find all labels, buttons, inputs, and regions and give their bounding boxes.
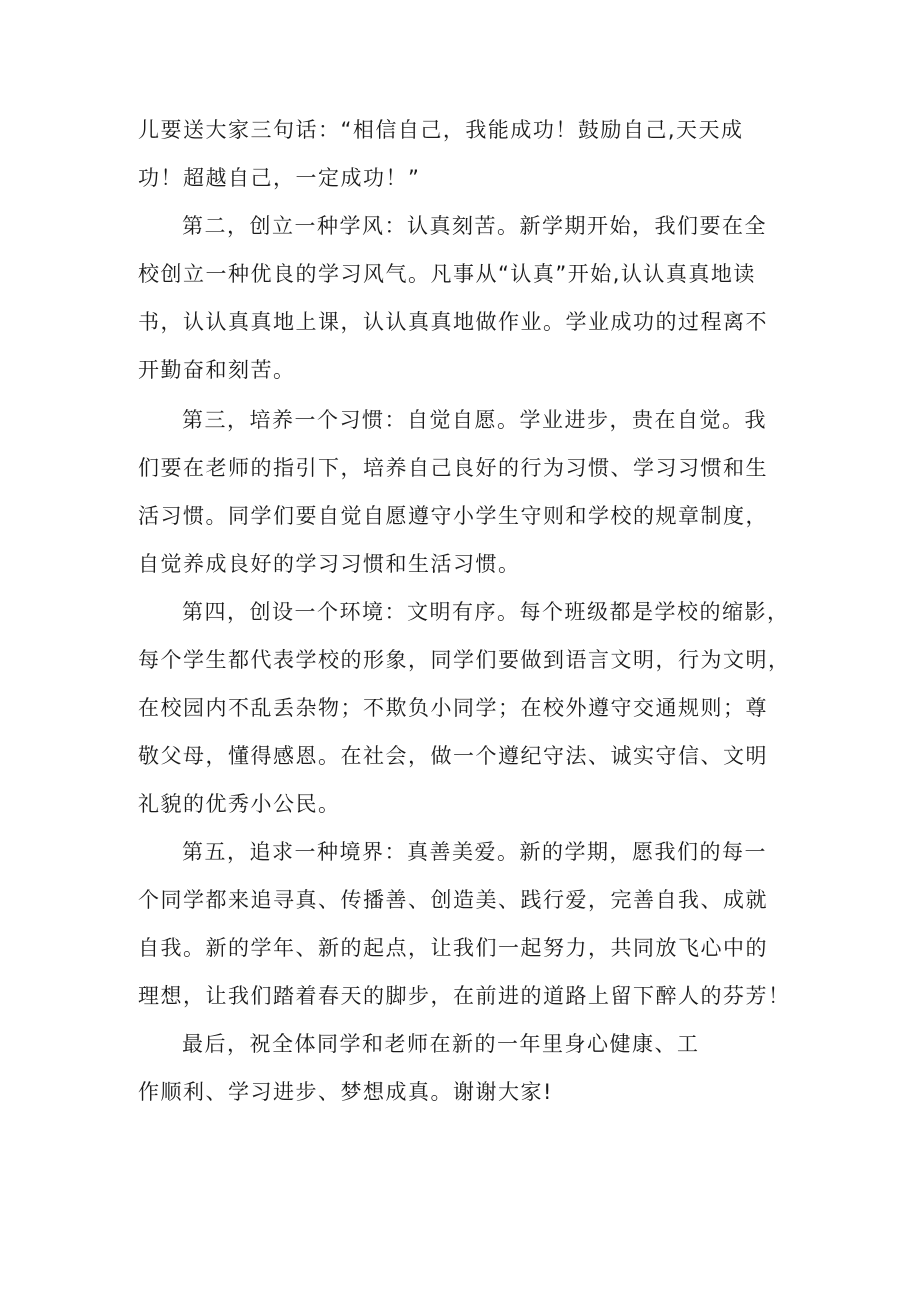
text-line: 在校园内不乱丢杂物；不欺负小同学；在校外遵守交通规则；尊	[138, 696, 768, 720]
text-line: 活习惯。同学们要自觉自愿遵守小学生守则和学校的规章制度，	[138, 504, 768, 528]
text-line: 书，认认真真地上课，认认真真地做作业。学业成功的过程离不	[138, 310, 768, 334]
text-line: 每个学生都代表学校的形象，同学们要做到语言文明，行为文明，	[138, 648, 791, 672]
text-line: 敬父母，懂得感恩。在社会，做一个遵纪守法、诚实守信、文明	[138, 744, 768, 768]
text-line: 第五，追求一种境界：真善美爱。新的学期，愿我们的每一	[182, 840, 767, 864]
text-line: 第二，创立一种学风：认真刻苦。新学期开始，我们要在全	[182, 214, 767, 238]
text-line: 作顺利、学习进步、梦想成真。谢谢大家!	[138, 1080, 553, 1104]
text-line: 儿要送大家三句话：“相信自己，我能成功！鼓励自己,天天成	[138, 118, 744, 142]
text-line: 最后，祝全体同学和老师在新的一年里身心健康、工	[182, 1032, 700, 1056]
text-line: 们要在老师的指引下，培养自己良好的行为习惯、学习习惯和生	[138, 456, 768, 480]
paragraph-three-sentences	[138, 106, 798, 202]
text-line: 第三，培养一个习惯：自觉自愿。学业进步，贵在自觉。我	[182, 408, 767, 432]
paragraph-third-point	[138, 396, 798, 588]
text-line: 校创立一种优良的学习风气。凡事从“认真”开始,认认真真地读	[138, 262, 756, 286]
paragraph-fourth-point	[138, 588, 798, 828]
text-line: 功！超越自己，一定成功！”	[138, 166, 421, 190]
text-line: 个同学都来追寻真、传播善、创造美、践行爱，完善自我、成就	[138, 888, 768, 912]
text-line: 自觉养成良好的学习习惯和生活习惯。	[138, 552, 521, 576]
paragraph-fifth-point	[138, 828, 798, 1020]
paragraph-second-point	[138, 202, 798, 394]
text-line: 开勤奋和刻苦。	[138, 358, 296, 382]
text-line: 理想，让我们踏着春天的脚步，在前进的道路上留下醉人的芬芳！	[138, 984, 791, 1008]
text-line: 礼貌的优秀小公民。	[138, 792, 341, 816]
text-line: 自我。新的学年、新的起点，让我们一起努力，共同放飞心中的	[138, 936, 768, 960]
paragraph-closing	[138, 1020, 798, 1116]
text-line: 第四，创设一个环境：文明有序。每个班级都是学校的缩影，	[182, 600, 790, 624]
